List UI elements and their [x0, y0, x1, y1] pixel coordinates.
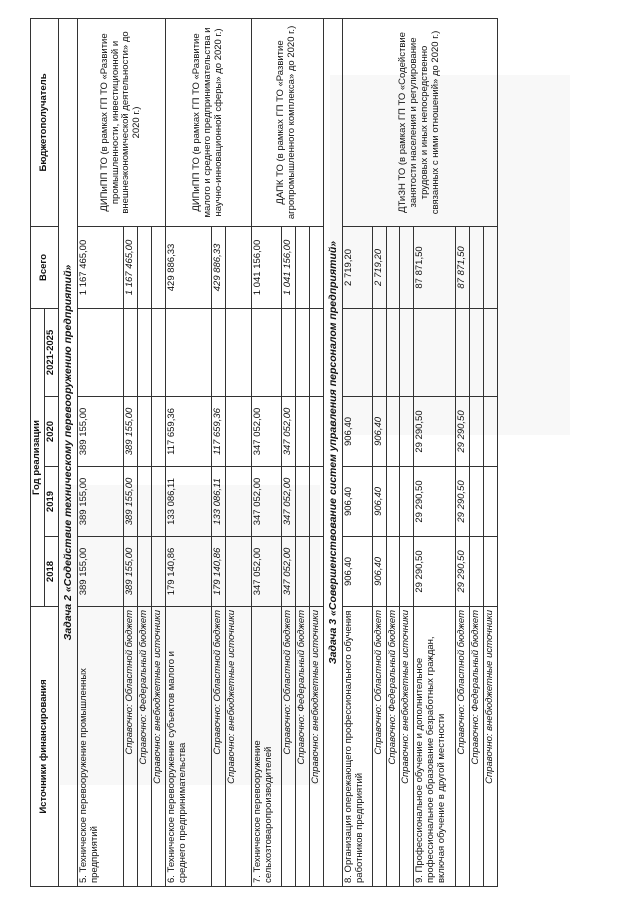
cell: 179 140,86: [211, 537, 225, 607]
cell: 1 167 465,00: [78, 226, 124, 308]
source-label: Справочно: внебюджетные источники: [400, 607, 414, 887]
cell: 29 290,50: [456, 537, 470, 607]
source-label: Справочно: внебюджетные источники: [309, 607, 323, 887]
cell: [151, 226, 165, 308]
cell: 1 041 156,00: [251, 226, 281, 308]
cell: [211, 308, 225, 396]
cell: [151, 308, 165, 396]
cell: [470, 226, 484, 308]
cell: 389 155,00: [124, 537, 138, 607]
cell: [225, 397, 251, 467]
cell: [309, 397, 323, 467]
source-label: Справочно: Федеральный бюджет: [137, 607, 151, 887]
cell: [309, 226, 323, 308]
source-label: Справочно: внебюджетные источники: [484, 607, 498, 887]
cell: [470, 397, 484, 467]
header-year-2021-2025: 2021-2025: [45, 308, 59, 396]
cell: 1 041 156,00: [281, 226, 295, 308]
cell: 906,40: [342, 397, 372, 467]
cell: 347 052,00: [251, 467, 281, 537]
cell: [342, 308, 372, 396]
cell: [400, 467, 414, 537]
cell: [137, 467, 151, 537]
cell: 179 140,86: [165, 537, 211, 607]
task2-title: Задача 2 «Содействие техническому перевооружению предприятий»: [59, 18, 78, 886]
program-5-name: 5. Техническое перевооружение промышленных предприятий: [78, 607, 124, 887]
cell: [400, 397, 414, 467]
program-7-recipient: ДАПК ТО (в рамках ГП ТО «Развитие агропромышленного комплекса» до 2020 г.): [251, 18, 323, 226]
header-year-2018: 2018: [45, 537, 59, 607]
cell: [372, 308, 386, 396]
cell: 347 052,00: [281, 537, 295, 607]
cell: [295, 226, 309, 308]
source-label: Справочно: Областной бюджет: [281, 607, 295, 887]
cell: [386, 226, 400, 308]
cell: [151, 397, 165, 467]
source-label: Справочно: Федеральный бюджет: [295, 607, 309, 887]
program-7-name: 7. Техническое перевооружение сельхозтоваропроизводителей: [251, 607, 281, 887]
cell: [225, 226, 251, 308]
cell: [400, 226, 414, 308]
cell: [281, 308, 295, 396]
cell: [470, 537, 484, 607]
header-total: Всего: [31, 226, 59, 308]
cell: [484, 226, 498, 308]
source-label: Справочно: Федеральный бюджет: [470, 607, 484, 887]
cell: [137, 226, 151, 308]
cell: 389 155,00: [78, 397, 124, 467]
cell: [484, 397, 498, 467]
cell: [386, 537, 400, 607]
header-period: Год реализации: [31, 308, 45, 606]
cell: 117 659,36: [165, 397, 211, 467]
cell: [484, 537, 498, 607]
cell: [470, 467, 484, 537]
cell: 2 719,20: [372, 226, 386, 308]
cell: 906,40: [342, 467, 372, 537]
cell: [225, 467, 251, 537]
source-label: Справочно: Областной бюджет: [372, 607, 386, 887]
source-label: Справочно: внебюджетные источники: [225, 607, 251, 887]
program-8-name: 8. Организация опережающего профессионального обучения работников предприятий: [342, 607, 372, 887]
program-6-name: 6. Техническое перевооружение субъектов малого и среднего предпринимательства: [165, 607, 211, 887]
cell: [484, 308, 498, 396]
header-year-2020: 2020: [45, 397, 59, 467]
cell: 347 052,00: [281, 467, 295, 537]
cell: 906,40: [372, 537, 386, 607]
program-5-recipient: ДИПиПП ТО (в рамках ГП ТО «Развитие промышленности, инвестиционной и внешнеэкономической деятельности» до 2020 г.): [78, 18, 166, 226]
cell: 347 052,00: [251, 397, 281, 467]
cell: [137, 537, 151, 607]
cell: [151, 467, 165, 537]
cell: [309, 308, 323, 396]
cell: 87 871,50: [414, 226, 456, 308]
cell: 29 290,50: [456, 397, 470, 467]
cell: 2 719,20: [342, 226, 372, 308]
cell: 906,40: [372, 467, 386, 537]
cell: [151, 537, 165, 607]
cell: 429 886,33: [165, 226, 211, 308]
cell: [400, 537, 414, 607]
cell: [124, 308, 138, 396]
financing-table: [30, 18, 498, 887]
task3-title: Задача 3 «Совершенствование систем управления персоналом предприятий»: [323, 18, 342, 886]
cell: [386, 308, 400, 396]
header-sources: Источники финансирования: [31, 607, 59, 887]
cell: 1 167 465,00: [124, 226, 138, 308]
cell: [414, 308, 456, 396]
cell: [470, 308, 484, 396]
cell: 906,40: [342, 537, 372, 607]
source-label: Справочно: внебюджетные источники: [151, 607, 165, 887]
cell: 29 290,50: [414, 537, 456, 607]
cell: 389 155,00: [78, 537, 124, 607]
cell: [295, 308, 309, 396]
header-recipient: Бюджетополучатель: [31, 18, 59, 226]
cell: [484, 467, 498, 537]
cell: 389 155,00: [78, 467, 124, 537]
cell: 347 052,00: [251, 537, 281, 607]
cell: 389 155,00: [124, 467, 138, 537]
cell: [309, 467, 323, 537]
source-label: Справочно: Федеральный бюджет: [386, 607, 400, 887]
cell: 133 086,11: [211, 467, 225, 537]
cell: [295, 397, 309, 467]
cell: [400, 308, 414, 396]
cell: 133 086,11: [165, 467, 211, 537]
cell: [225, 537, 251, 607]
cell: [295, 537, 309, 607]
cell: [309, 537, 323, 607]
cell: [386, 397, 400, 467]
program-6-recipient: ДИПиПП ТО (в рамках ГП ТО «Развитие малого и среднего предпринимательства и научно-инновационной сферы» до 2020 г.): [165, 18, 251, 226]
cell: 87 871,50: [456, 226, 470, 308]
cell: [295, 467, 309, 537]
header-year-2019: 2019: [45, 467, 59, 537]
cell: [78, 308, 124, 396]
cell: [137, 397, 151, 467]
program-9-name: 9. Профессиональное обучение и дополнительное профессиональное образование безработных граждан, включая обучение в другой местности: [414, 607, 456, 887]
cell: [386, 467, 400, 537]
cell: 389 155,00: [124, 397, 138, 467]
cell: [137, 308, 151, 396]
source-label: Справочно: Областной бюджет: [456, 607, 470, 887]
cell: 906,40: [372, 397, 386, 467]
source-label: Справочно: Областной бюджет: [211, 607, 225, 887]
cell: [165, 308, 211, 396]
cell: [456, 308, 470, 396]
cell: 29 290,50: [414, 467, 456, 537]
cell: 29 290,50: [414, 397, 456, 467]
cell: [251, 308, 281, 396]
cell: 117 659,36: [211, 397, 225, 467]
source-label: Справочно: Областной бюджет: [124, 607, 138, 887]
cell: 29 290,50: [456, 467, 470, 537]
cell: [225, 308, 251, 396]
cell: 347 052,00: [281, 397, 295, 467]
cell: 429 886,33: [211, 226, 225, 308]
program-8-9-recipient: ДТиЗН ТО (в рамках ГП ТО «Содействие занятости населения и регулирование трудовых и иных непосредственно связанных с ними отношений» до 2020 г.): [342, 18, 498, 226]
